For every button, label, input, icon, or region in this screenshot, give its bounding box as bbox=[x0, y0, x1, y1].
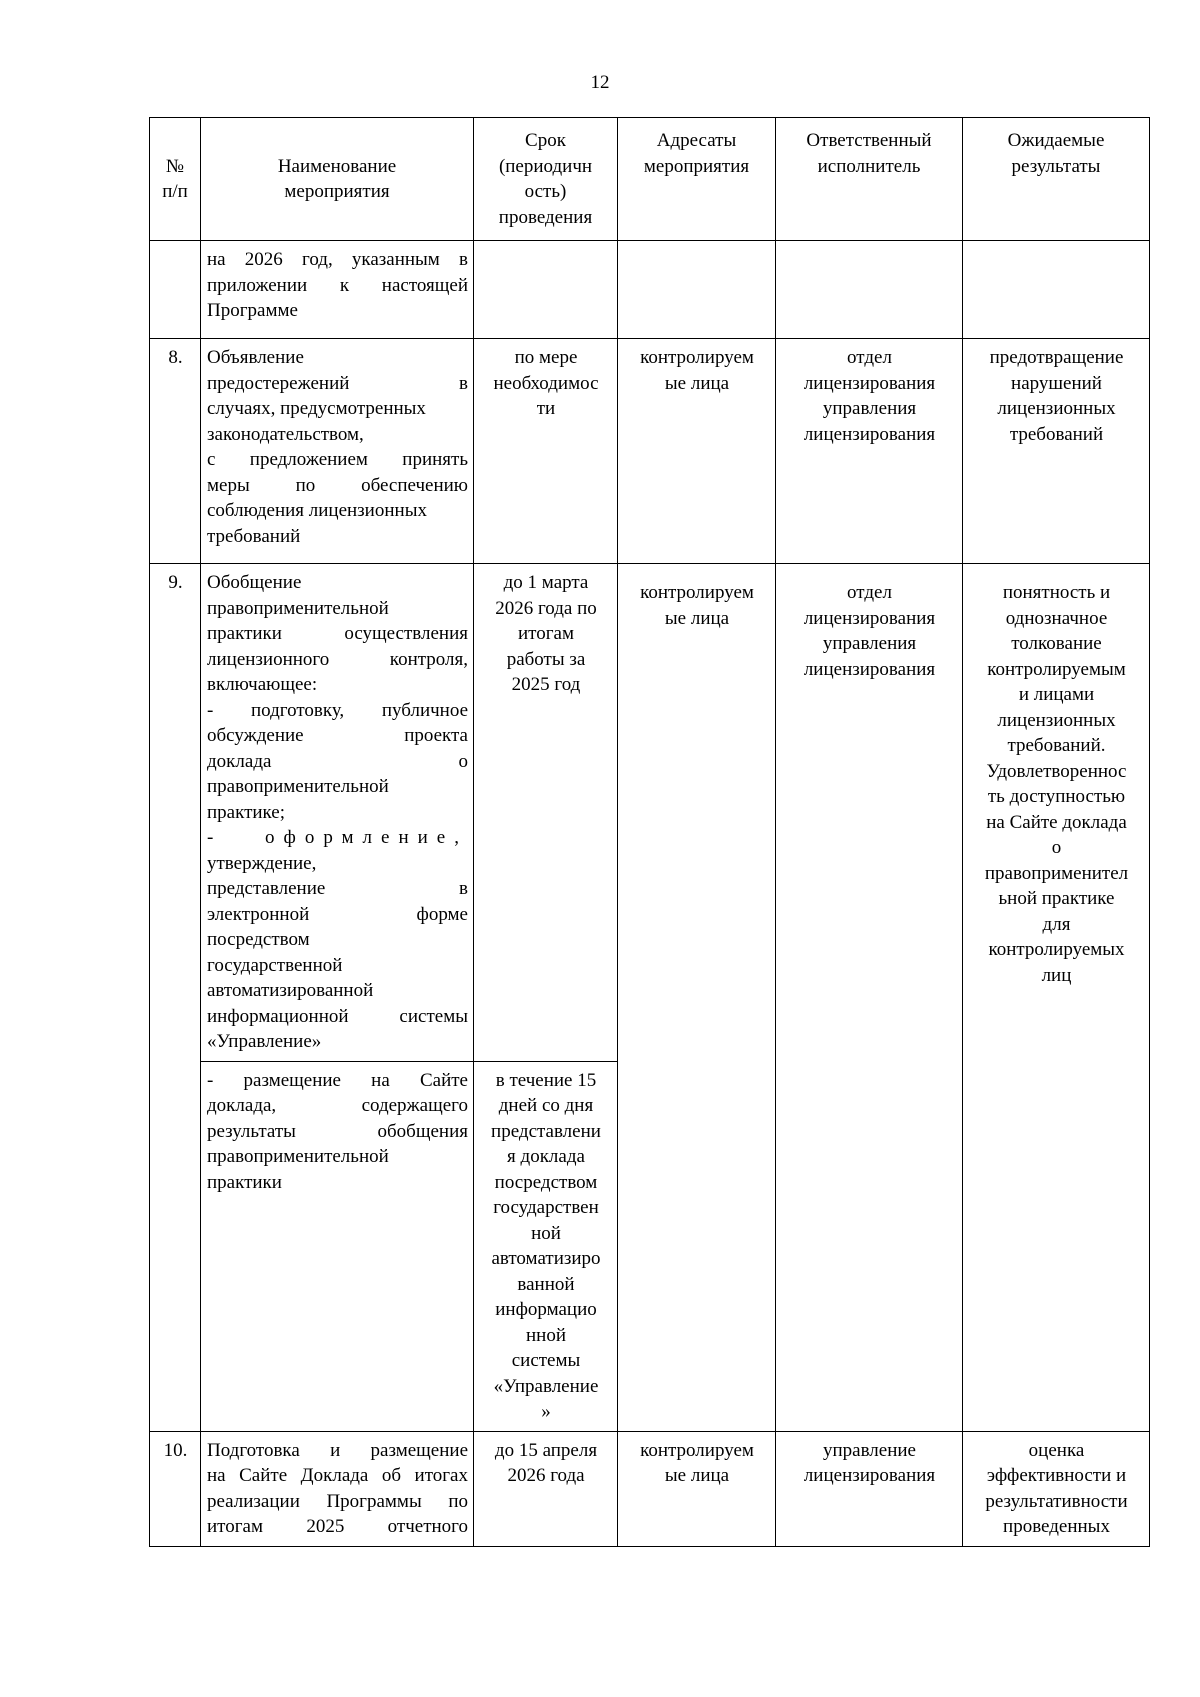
header-term-line: ость) bbox=[524, 181, 567, 202]
text-line: по мере bbox=[514, 347, 578, 368]
text-line: лицензирования bbox=[803, 423, 936, 445]
text-line: я доклада bbox=[507, 1146, 585, 1167]
text-line: - подготовку, публичное bbox=[207, 699, 468, 721]
text-line: лицензирования bbox=[803, 372, 936, 394]
cell-num bbox=[150, 241, 201, 339]
text-line: отдел bbox=[847, 582, 892, 603]
cell-responsible bbox=[776, 1431, 963, 1546]
text-line: необходимос bbox=[493, 372, 599, 394]
text-line: и лицами bbox=[1018, 684, 1095, 705]
text-line: соблюдения лицензионных bbox=[207, 500, 427, 521]
text-line: правоприменительной bbox=[207, 776, 389, 797]
header-term-line: проведения bbox=[498, 206, 593, 228]
text-line: нарушений bbox=[1011, 372, 1102, 394]
text-line: 2026 года по bbox=[495, 597, 597, 619]
text-line: 2026 года bbox=[507, 1465, 585, 1486]
text-line bbox=[207, 876, 468, 902]
header-num-line: п/п bbox=[162, 181, 188, 202]
text-word: в bbox=[459, 372, 468, 394]
text-line: представлени bbox=[491, 1120, 601, 1142]
text-line: работы за bbox=[506, 648, 586, 670]
text-line: электронной форме bbox=[207, 903, 468, 925]
text-line: лиц bbox=[1041, 964, 1072, 986]
cell-addressees bbox=[618, 1431, 776, 1546]
text-word: о bbox=[458, 750, 468, 772]
text-line: » bbox=[541, 1401, 551, 1422]
text-line: правоприменительной bbox=[207, 1146, 389, 1167]
cell-results bbox=[963, 241, 1150, 339]
header-name-line: Наименование bbox=[277, 155, 397, 177]
text-line: управления bbox=[822, 633, 917, 654]
text-line: на 2026 год, указанным в bbox=[207, 249, 468, 270]
text-line: законодательством, bbox=[207, 423, 364, 445]
text-line: лицензирования bbox=[803, 607, 936, 629]
header-responsible-line: Ответственный bbox=[806, 130, 932, 151]
text-line: правоприменительной bbox=[207, 597, 389, 619]
text-line: дней со дня bbox=[498, 1095, 594, 1116]
text-word: в bbox=[459, 878, 468, 899]
text-line: ть доступностью bbox=[987, 786, 1126, 807]
cell-term bbox=[474, 1431, 618, 1546]
cell-responsible bbox=[776, 241, 963, 339]
activities-table bbox=[149, 117, 1150, 1547]
text-line: итогам bbox=[518, 623, 574, 644]
text-line: «Управление» bbox=[207, 1031, 322, 1052]
text-line: практики bbox=[207, 1171, 282, 1193]
cell-name bbox=[201, 564, 474, 1062]
text-line: требований bbox=[1009, 423, 1104, 445]
text-line: государствен bbox=[493, 1197, 599, 1218]
text-line: ые лица bbox=[664, 372, 730, 394]
text-line: контролируем bbox=[640, 1439, 754, 1461]
text-line: системы bbox=[511, 1350, 581, 1371]
text-line: контролируемых bbox=[988, 939, 1125, 960]
text-line: лицензирования bbox=[803, 1465, 936, 1486]
header-addressees bbox=[618, 118, 776, 241]
header-name bbox=[201, 118, 474, 241]
text-line: Подготовка и размещение bbox=[207, 1439, 468, 1461]
cell-name bbox=[201, 1431, 474, 1546]
header-addressees-line: мероприятия bbox=[643, 155, 750, 177]
text-line: понятность и bbox=[1002, 582, 1111, 603]
text-line: проведенных bbox=[1003, 1516, 1110, 1537]
page-number: 12 bbox=[590, 72, 610, 93]
text-line: автоматизиро bbox=[491, 1248, 601, 1269]
cell-term bbox=[474, 564, 618, 1062]
header-results-line: Ожидаемые bbox=[1007, 130, 1105, 151]
header-term bbox=[474, 118, 618, 241]
cell-term bbox=[474, 1061, 618, 1431]
text-line: - размещение на Сайте bbox=[207, 1069, 468, 1091]
cell-results bbox=[963, 339, 1150, 564]
text-line: включающее: bbox=[207, 674, 318, 695]
text-line: Объявление bbox=[207, 347, 304, 368]
text-line: на Сайте Доклада об итогах bbox=[207, 1465, 468, 1486]
cell-num: 10. bbox=[150, 1431, 201, 1546]
text-line: для bbox=[1042, 913, 1071, 935]
cell-name bbox=[201, 241, 474, 339]
text-line: «Управление bbox=[493, 1375, 599, 1397]
text-line: информационной системы bbox=[207, 1005, 468, 1027]
text-line: случаях, предусмотренных bbox=[207, 398, 426, 419]
cell-addressees bbox=[618, 241, 776, 339]
cell-addressees bbox=[618, 339, 776, 564]
text-line: ьной практике bbox=[998, 888, 1115, 909]
text-line: итогам 2025 отчетного bbox=[207, 1516, 468, 1537]
header-row bbox=[150, 118, 1150, 241]
text-line: государственной bbox=[207, 954, 343, 976]
table-row-10 bbox=[150, 1431, 1150, 1546]
cell-term bbox=[474, 241, 618, 339]
header-addressees-line: Адресаты bbox=[656, 130, 737, 151]
header-num bbox=[150, 118, 201, 241]
text-line: контролируемым bbox=[987, 658, 1126, 680]
cell-term bbox=[474, 339, 618, 564]
text-line: толкование bbox=[1011, 633, 1102, 654]
text-line: отдел bbox=[847, 347, 892, 368]
text-line: приложении к настоящей bbox=[207, 274, 468, 296]
table-row-9 bbox=[150, 564, 1150, 1062]
text-line: посредством bbox=[207, 929, 310, 950]
cell-responsible bbox=[776, 564, 963, 1432]
header-responsible-line: исполнитель bbox=[817, 155, 921, 177]
cell-results bbox=[963, 1431, 1150, 1546]
cell-responsible bbox=[776, 339, 963, 564]
text-line: утверждение, bbox=[207, 852, 317, 874]
text-line: - оформление, bbox=[207, 827, 468, 848]
text-line: 2025 год bbox=[511, 674, 581, 695]
text-line: ной bbox=[531, 1222, 561, 1244]
text-line: результативности bbox=[985, 1490, 1128, 1512]
cell-results bbox=[963, 564, 1150, 1432]
text-line: ти bbox=[536, 398, 556, 419]
header-responsible bbox=[776, 118, 963, 241]
text-line: в течение 15 bbox=[495, 1069, 597, 1091]
cell-num: 8. bbox=[150, 339, 201, 564]
text-line: реализации Программы по bbox=[207, 1490, 468, 1512]
text-line: Удовлетвореннос bbox=[986, 760, 1127, 782]
text-line: управление bbox=[822, 1439, 916, 1461]
cell-addressees bbox=[618, 564, 776, 1432]
text-line: требований. bbox=[1007, 735, 1106, 756]
table-row-8 bbox=[150, 339, 1150, 564]
text-line: управления bbox=[822, 398, 917, 419]
text-line: требований bbox=[207, 525, 301, 547]
text-line: автоматизированной bbox=[207, 980, 374, 1001]
text-line: эффективности и bbox=[986, 1465, 1127, 1486]
text-line: контролируем bbox=[640, 347, 754, 368]
table-row-continuation bbox=[150, 241, 1150, 339]
text-line: меры по обеспечению bbox=[207, 474, 468, 496]
text-line: лицензионных bbox=[997, 709, 1116, 731]
text-line: до 1 марта bbox=[503, 572, 589, 593]
text-line: ванной bbox=[517, 1273, 575, 1295]
text-word: доклада bbox=[207, 750, 272, 772]
text-line bbox=[207, 749, 468, 775]
text-line: лицензионного контроля, bbox=[207, 648, 468, 670]
text-line: предотвращение bbox=[989, 347, 1124, 368]
text-line: лицензионных bbox=[997, 398, 1116, 419]
cell-num: 9. bbox=[150, 564, 201, 1432]
text-line: с предложением принять bbox=[207, 449, 468, 470]
text-line bbox=[207, 371, 468, 397]
text-word: предостережений bbox=[207, 372, 350, 394]
text-line: о bbox=[1051, 837, 1062, 858]
text-line: посредством bbox=[494, 1171, 598, 1193]
text-line: обсуждение проекта bbox=[207, 725, 468, 746]
text-line: нной bbox=[525, 1324, 566, 1346]
text-line: оценка bbox=[1028, 1439, 1085, 1461]
text-line: практике; bbox=[207, 801, 286, 823]
header-term-line: (периодичн bbox=[498, 155, 593, 177]
text-line: на Сайте доклада bbox=[986, 811, 1127, 833]
text-line: лицензирования bbox=[803, 658, 936, 680]
text-line: ые лица bbox=[664, 1465, 730, 1486]
header-term-line: Срок bbox=[525, 130, 566, 151]
text-line: практики осуществления bbox=[207, 623, 468, 644]
text-line: однозначное bbox=[1005, 607, 1108, 629]
text-line: Программе bbox=[207, 300, 298, 321]
header-results bbox=[963, 118, 1150, 241]
text-line: ые лица bbox=[664, 607, 730, 629]
header-name-line: мероприятия bbox=[284, 181, 390, 202]
cell-name bbox=[201, 1061, 474, 1431]
cell-name bbox=[201, 339, 474, 564]
header-results-line: результаты bbox=[1011, 155, 1101, 177]
header-num-line: № bbox=[165, 155, 185, 177]
text-line: контролируем bbox=[640, 582, 754, 603]
text-line: Обобщение bbox=[207, 572, 302, 593]
text-line: доклада, содержащего bbox=[207, 1095, 468, 1116]
text-line: до 15 апреля bbox=[494, 1439, 598, 1461]
text-line: результаты обобщения bbox=[207, 1120, 468, 1142]
text-word: представление bbox=[207, 878, 326, 899]
text-line: информацио bbox=[495, 1299, 597, 1320]
text-line: правоприменител bbox=[984, 862, 1129, 884]
